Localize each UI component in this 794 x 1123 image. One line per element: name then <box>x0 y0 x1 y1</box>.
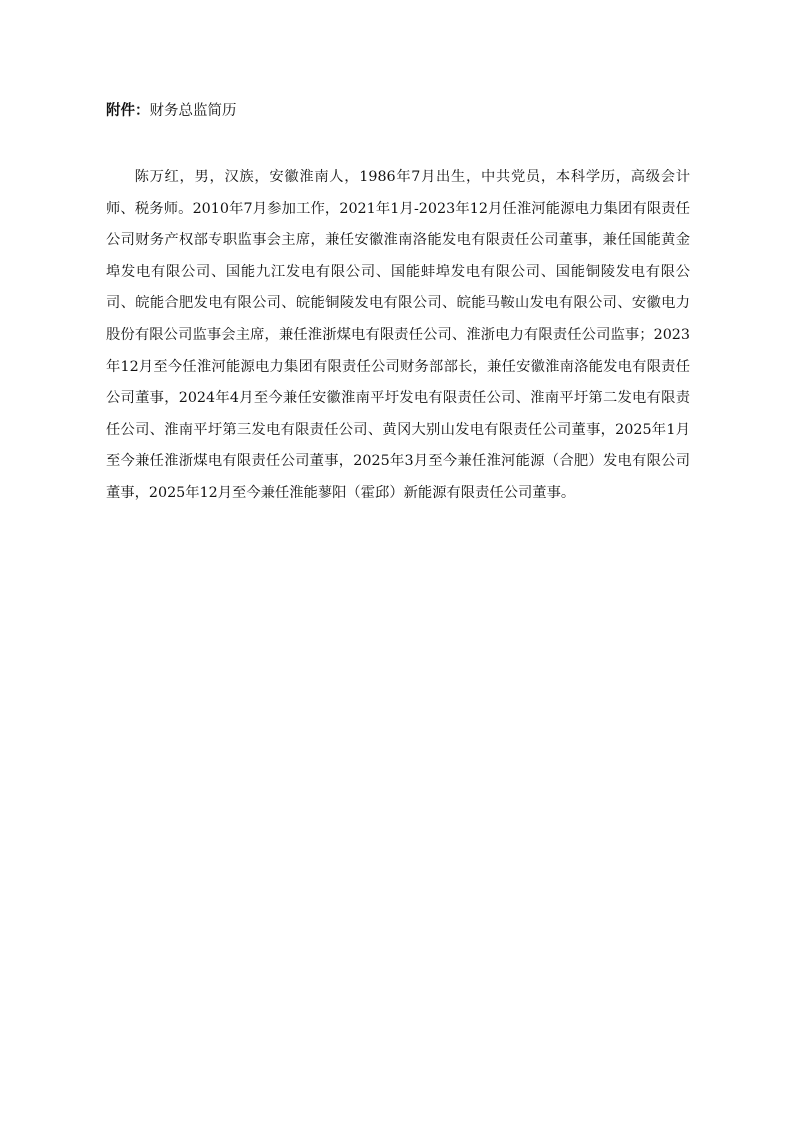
attachment-title: 财务总监简历 <box>149 103 237 119</box>
resume-paragraph: 陈万红，男，汉族，安徽淮南人，1986年7月出生，中共党员，本科学历，高级会计师、税务师。2010年7月参加工作，2021年1月-2023年12月任淮河能源电力集团有限责任公司财务产权部专职监事会主席，兼任安徽淮南洛能发电有限责任公司董事，兼任国能黄金埠发电有限公司、国能九江发电有限公司、国能蚌埠发电有限公司、国能铜陵发电有限公司、皖能合肥发电有限公司、皖能铜陵发电有限公司、皖能马鞍山发电有限公司、安徽电力股份有限公司监事会主席，兼任淮浙煤电有限责任公司、淮浙电力有限责任公司监事；2023年12月至今任淮河能源电力集团有限责任公司财务部部长，兼任安徽淮南洛能发电有限责任公司董事，2024年4月至今兼任安徽淮南平圩发电有限责任公司、淮南平圩第二发电有限责任公司、淮南平圩第三发电有限责任公司、黄冈大别山发电有限责任公司董事，2025年1月至今兼任淮浙煤电有限责任公司董事，2025年3月至今兼任淮河能源（合肥）发电有限公司董事，2025年12月至今兼任淮能蓼阳（霍邱）新能源有限责任公司董事。 <box>106 169 690 501</box>
attachment-label: 附件： <box>106 103 150 119</box>
attachment-heading <box>106 100 237 122</box>
